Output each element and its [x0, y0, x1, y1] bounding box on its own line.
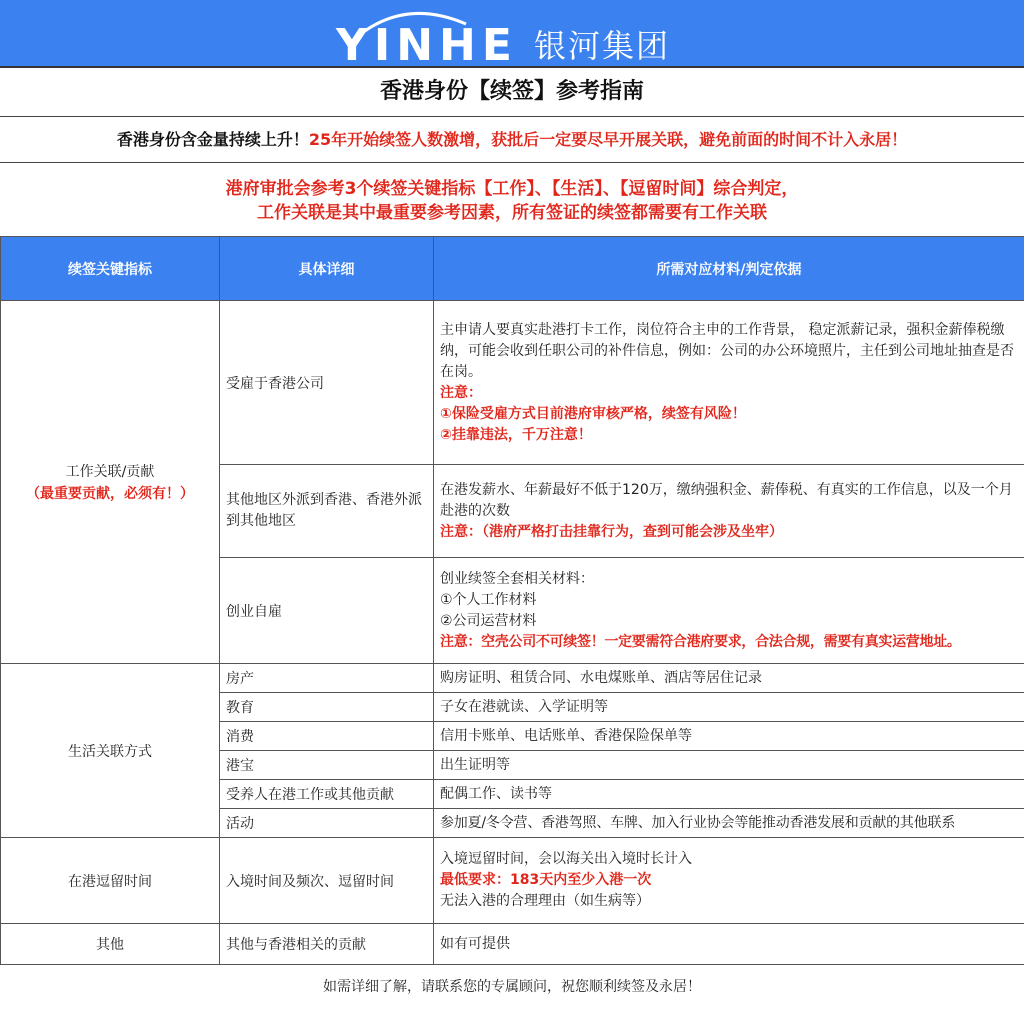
criteria-line-1: 港府审批会参考3个续签关键指标【工作】、【生活】、【逗留时间】综合判定， [225, 179, 799, 199]
work-detail-employed: 受雇于香港公司 [220, 301, 434, 465]
life-materials-hk-baby: 出生证明等 [434, 751, 1024, 780]
work-materials-employed [434, 301, 1024, 465]
employed-note-1: ①保险受雇方式目前港府审核严格，续签有风险！ [440, 405, 746, 422]
work-detail-self-employed: 创业自雇 [220, 558, 434, 664]
stay-detail: 入境时间及频次、逗留时间 [220, 838, 434, 924]
page-title: 香港身份【续签】参考指南 [0, 66, 1024, 117]
stay-line-3: 无法入港的合理理由（如生病等） [440, 893, 650, 909]
work-sub-label: （最重要贡献，必须有！） [26, 486, 194, 502]
header-detail: 具体详细 [220, 237, 434, 301]
life-detail-activities: 活动 [220, 809, 434, 838]
life-materials-consumption: 信用卡账单、电话账单、香港保险保单等 [434, 722, 1024, 751]
footer-contact-note: 如需详细了解，请联系您的专属顾问，祝您顺利续签及永居！ [323, 979, 701, 995]
table-row [1, 301, 1024, 465]
stay-minimum-requirement: 最低要求：183天内至少入港一次 [440, 872, 652, 888]
life-detail-dependant: 受养人在港工作或其他贡献 [220, 780, 434, 809]
notice-black-text: 香港身份含金量持续上升！ [116, 130, 309, 149]
secondment-note: 注意：（港府严格打击挂靠行为，查到可能会涉及坐牢） [440, 523, 783, 540]
life-materials-property: 购房证明、租赁合同、水电煤账单、酒店等居住记录 [434, 664, 1024, 693]
brand-header [0, 0, 1024, 66]
work-materials-self-employed [434, 558, 1024, 664]
table-header-row [1, 237, 1024, 301]
header-indicator: 续签关键指标 [1, 237, 220, 301]
notice-banner [0, 117, 1024, 163]
life-materials-education: 子女在港就读、入学证明等 [434, 693, 1024, 722]
stay-indicator-cell: 在港逗留时间 [1, 838, 220, 924]
table-row [1, 664, 1024, 693]
stay-materials [434, 838, 1024, 924]
employed-note-2: ②挂靠违法，千万注意！ [440, 426, 592, 443]
logo-cn-text: 银河集团 [534, 27, 671, 65]
life-detail-hk-baby: 港宝 [220, 751, 434, 780]
life-detail-education: 教育 [220, 693, 434, 722]
employed-text: 主申请人要真实赴港打卡工作，岗位符合主申的工作背景， 稳定派薪记录，强积金薪俸税缴纳，可能会收到任职公司的补件信息，例如：公司的办公环境照片，主任到公司地址抽查是否在岗。 [440, 321, 1014, 380]
life-materials-activities: 参加夏/冬令营、香港驾照、车牌、加入行业协会等能推动香港发展和贡献的其他联系 [434, 809, 1024, 838]
other-indicator-cell: 其他 [1, 924, 220, 965]
header-materials: 所需对应材料/判定依据 [434, 237, 1024, 301]
work-detail-secondment: 其他地区外派到香港、香港外派到其他地区 [220, 465, 434, 558]
secondment-text: 在港发薪水、年薪最好不低于120万，缴纳强积金、薪俸税、有真实的工作信息，以及一个月赴港的次数 [440, 481, 1013, 519]
renewal-table [0, 236, 1024, 965]
life-indicator-cell: 生活关联方式 [1, 664, 220, 838]
table-row [1, 924, 1024, 965]
life-detail-property: 房产 [220, 664, 434, 693]
table-row [1, 838, 1024, 924]
work-materials-secondment [434, 465, 1024, 558]
self-employed-line-1: 创业续签全套相关材料： [440, 570, 594, 587]
self-employed-line-3: ②公司运营材料 [440, 612, 537, 629]
other-materials: 如有可提供 [434, 924, 1024, 965]
life-detail-consumption: 消费 [220, 722, 434, 751]
logo [336, 2, 696, 66]
life-materials-dependant: 配偶工作、读书等 [434, 780, 1024, 809]
other-detail: 其他与香港相关的贡献 [220, 924, 434, 965]
self-employed-note: 注意：空壳公司不可续签！一定要需符合港府要求，合法合规，需要有真实运营地址。 [440, 633, 961, 650]
notice-red-text: 25年开始续签人数激增，获批后一定要尽早开展关联，避免前面的时间不计入永居！ [308, 130, 908, 149]
stay-line-1: 入境逗留时间，会以海关出入境时长计入 [440, 851, 692, 867]
logo-latin-text: YINHE [336, 20, 518, 66]
work-indicator-cell [1, 301, 220, 664]
criteria-summary [0, 163, 1024, 236]
criteria-line-2: 工作关联是其中最重要参考因素，所有签证的续签都需要有工作关联 [257, 203, 767, 223]
work-label: 工作关联/贡献 [65, 464, 155, 480]
employed-note-label: 注意： [440, 384, 482, 401]
self-employed-line-2: ①个人工作材料 [440, 591, 537, 608]
